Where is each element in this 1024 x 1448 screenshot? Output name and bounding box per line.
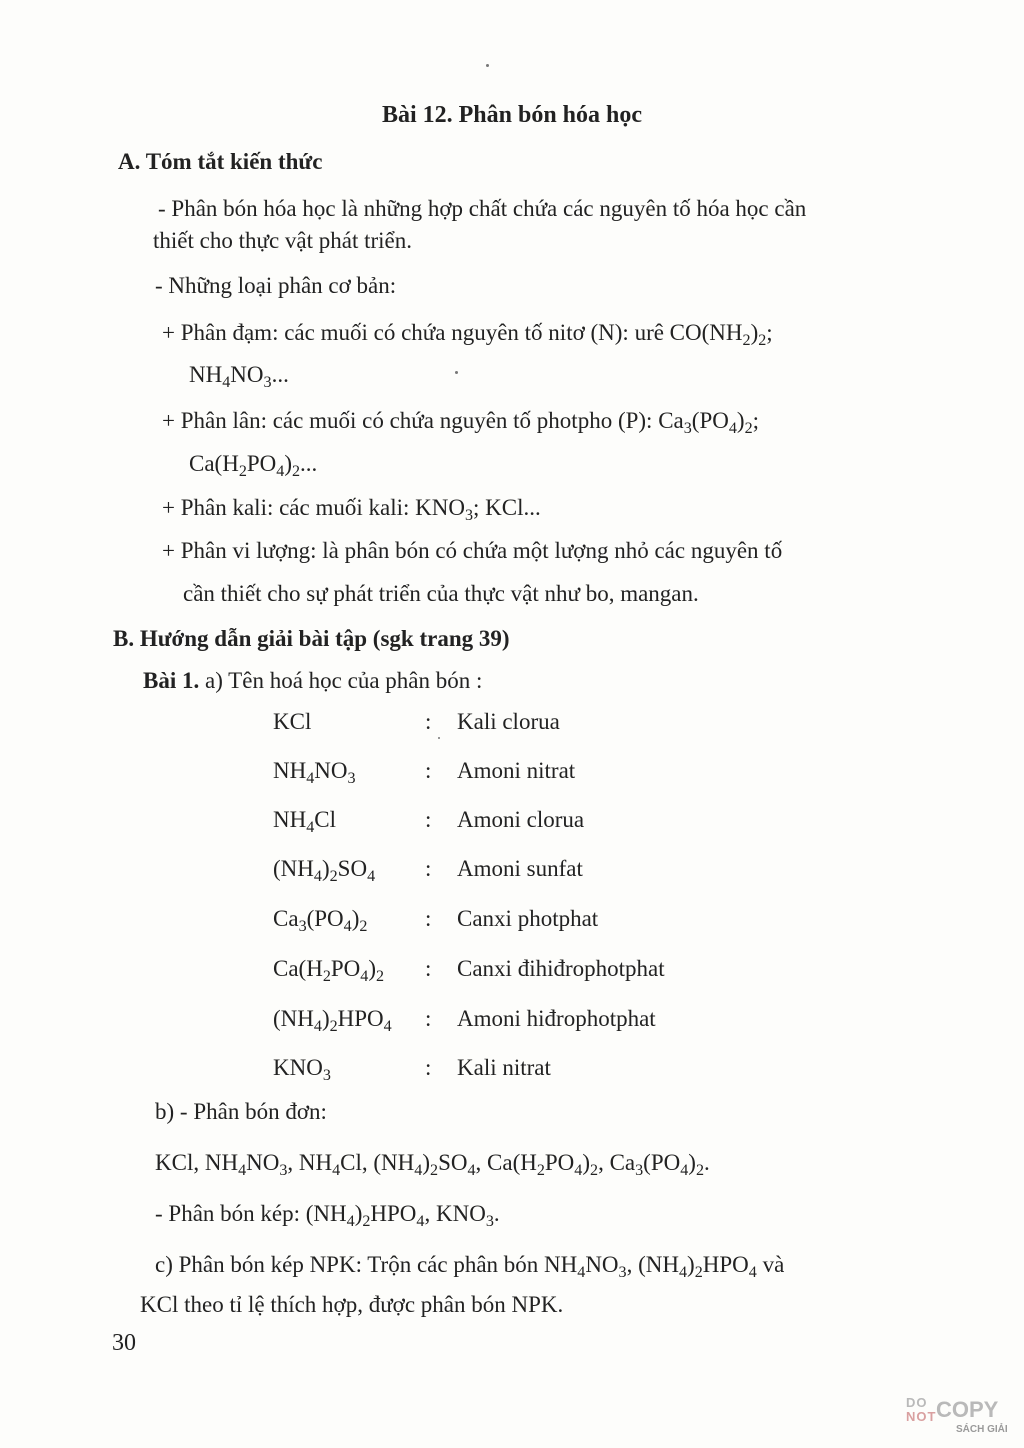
fertilizer-formula: $(NH_4)_2HPO_4$ [273,1006,392,1035]
exercise-1-label: Bài 1. [143,668,200,693]
definition-line-2: thiết cho thực vật phát triển. [153,228,412,253]
npk-line-1: c) Phân bón kép NPK: Trộn các phân bón $NH_4NO_3$, $(NH_4)_2HPO_4$ và [155,1252,785,1281]
section-a-heading: A. Tóm tắt kiến thức [118,149,323,174]
separator-colon: : [425,807,432,832]
scan-speck [455,371,458,374]
fertilizer-name: Canxi photphat [457,906,599,931]
separator-colon: : [425,856,432,881]
separator-colon: : [425,758,432,783]
micronutrient-line-2: cần thiết cho sự phát triển của thực vật như bo, mangan. [183,581,699,606]
fertilizer-name: Amoni hiđrophotphat [457,1006,656,1031]
single-fertilizer-label: b) - Phân bón đơn: [155,1099,327,1124]
compound-fertilizer-line: - Phân bón kép: $(NH_4)_2HPO_4$, $KNO_3$. [155,1201,500,1230]
nitrogen-fertilizer-line-1: + Phân đạm: các muối có chứa nguyên tố nitơ (N): urê $CO(NH_2)_2$; [162,320,773,349]
scan-speck [438,737,440,739]
phosphate-fertilizer-line-2: $Ca(H_2PO_4)_2$... [189,451,318,480]
separator-colon: : [425,956,432,981]
fertilizer-name: Kali clorua [457,709,560,734]
fertilizer-name: Kali nitrat [457,1055,551,1080]
micronutrient-line-1: + Phân vi lượng: là phân bón có chứa một lượng nhỏ các nguyên tố [162,538,783,563]
separator-colon: : [425,906,432,931]
section-b-heading: B. Hướng dẫn giải bài tập (sgk trang 39) [113,626,510,651]
nitrogen-fertilizer-line-2: $NH_4NO_3$... [189,362,289,391]
single-fertilizer-list: KCl, $NH_4NO_3$, $NH_4Cl$, $(NH_4)_2SO_4$, $Ca(H_2PO_4)_2$, $Ca_3(PO_4)_2$. [155,1150,710,1179]
fertilizer-name: Canxi đihiđrophotphat [457,956,665,981]
page-number: 30 [112,1330,136,1356]
lesson-title: Bài 12. Phân bón hóa học [381,102,643,128]
fertilizer-name: Amoni clorua [457,807,585,832]
fertilizer-name: Amoni sunfat [457,856,583,881]
fertilizer-formula: $Ca_3(PO_4)_2$ [273,906,368,935]
exercise-1-intro: Bài 1. a) Tên hoá học của phân bón : [143,668,483,693]
do-not-copy-watermark: DO NOT COPY SÁCH GIẢI [906,1395,1008,1435]
fertilizer-formula: $Ca(H_2PO_4)_2$ [273,956,385,985]
fertilizer-formula: $(NH_4)_2SO_4$ [273,856,376,885]
fertilizer-formula: KCl [273,709,312,734]
npk-line-2: KCl theo tỉ lệ thích hợp, được phân bón NPK. [140,1292,564,1317]
fertilizer-formula: $KNO_3$ [273,1055,331,1084]
potassium-fertilizer-line: + Phân kali: các muối kali: $KNO_3$; KCl... [162,495,541,524]
scan-speck [486,64,489,67]
phosphate-fertilizer-line-1: + Phân lân: các muối có chứa nguyên tố photpho (P): $Ca_3(PO_4)_2$; [162,408,760,437]
fertilizer-name: Amoni nitrat [457,758,576,783]
fertilizer-formula: $NH_4NO_3$ [273,758,356,787]
basic-types-intro: - Những loại phân cơ bản: [155,273,397,298]
fertilizer-formula: $NH_4Cl$ [273,807,337,836]
separator-colon: : [425,1055,432,1080]
separator-colon: : [425,709,432,734]
separator-colon: : [425,1006,432,1031]
definition-line-1: - Phân bón hóa học là những hợp chất chứa các nguyên tố hóa học cần [158,196,807,221]
